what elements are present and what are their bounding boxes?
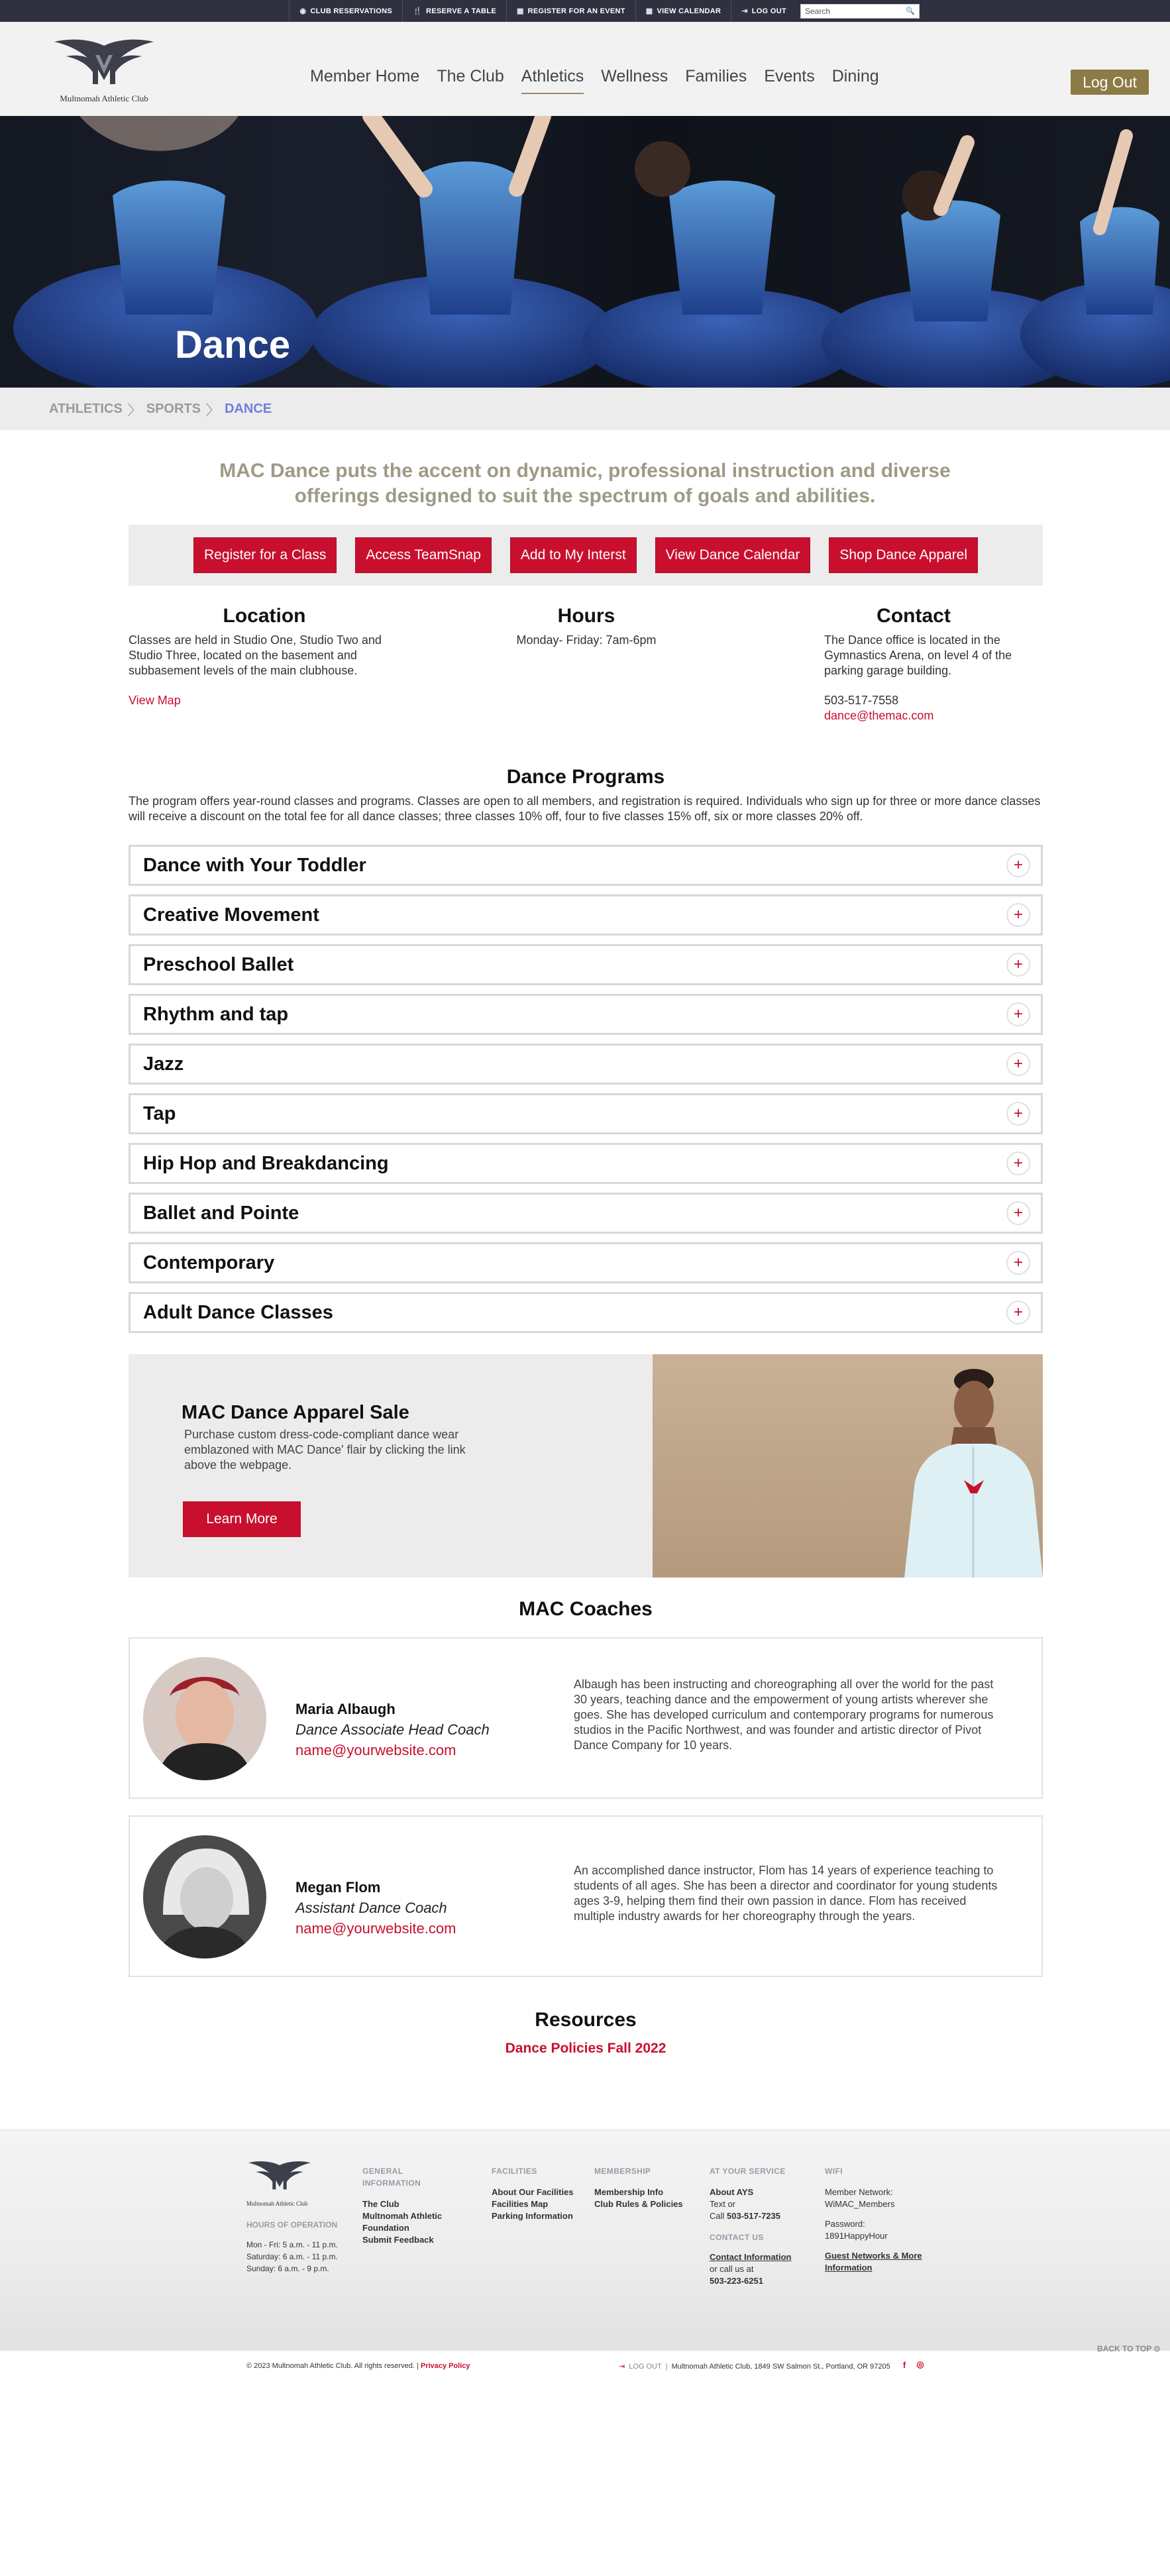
membership-heading: MEMBERSHIP <box>594 2167 651 2176</box>
contact-text: The Dance office is located in the Gymnastics Arena, on level 4 of the parking garage building. <box>824 633 1012 677</box>
accordion-title: Creative Movement <box>143 904 319 926</box>
general-heading: GENERAL INFORMATION <box>362 2167 421 2188</box>
contact-or-call: or call us at <box>710 2264 754 2274</box>
programs-heading: Dance Programs <box>506 766 665 788</box>
accordion-item[interactable] <box>129 1044 1043 1085</box>
apparel-photo <box>653 1354 1043 1578</box>
nav-athletics[interactable]: Athletics <box>521 67 584 94</box>
chevron-right-icon: 〉 <box>127 403 141 418</box>
accordion-title: Adult Dance Classes <box>143 1301 333 1323</box>
hours-line: Mon - Fri: 5 a.m. - 11 p.m. <box>246 2240 338 2249</box>
copyright <box>246 2362 470 2370</box>
contact-email-link[interactable]: dance@themac.com <box>824 709 934 722</box>
utensils-icon: 🍴 <box>413 7 422 15</box>
nav-families[interactable]: Families <box>685 67 747 85</box>
nav-member-home[interactable]: Member Home <box>310 67 420 85</box>
coaches-heading: MAC Coaches <box>519 1598 653 1620</box>
add-interest-button[interactable]: Add to My Interst <box>510 537 637 573</box>
accordion-item[interactable] <box>129 1143 1043 1184</box>
plus-icon[interactable]: + <box>1006 1251 1030 1275</box>
accordion-item[interactable] <box>129 1193 1043 1234</box>
facebook-icon[interactable]: f <box>902 2359 906 2370</box>
contact-phone: 503-223-6251 <box>710 2276 763 2286</box>
plus-icon[interactable]: + <box>1006 1002 1030 1026</box>
wifi-network-label: Member Network: <box>825 2187 893 2197</box>
club-reservations-label: CLUB RESERVATIONS <box>310 7 392 15</box>
dance-policies-link[interactable]: Dance Policies Fall 2022 <box>505 2041 666 2056</box>
footer-link[interactable]: Submit Feedback <box>362 2235 434 2245</box>
logo-text: Multnomah Athletic Club <box>60 93 148 103</box>
model-hoodie-image <box>653 1354 1043 1578</box>
register-class-button[interactable]: Register for a Class <box>193 537 337 573</box>
footer-logo-icon[interactable] <box>246 2159 313 2194</box>
footer-link[interactable]: Multnomah Athletic Foundation <box>362 2211 443 2233</box>
page-title: Dance <box>175 323 291 366</box>
learn-more-button[interactable]: Learn More <box>183 1501 301 1537</box>
wifi-password-label: Password: <box>825 2219 865 2229</box>
accordion-title: Preschool Ballet <box>143 953 294 975</box>
logout-button[interactable]: Log Out <box>1071 70 1149 95</box>
apparel-promo <box>129 1354 1043 1578</box>
search-icon[interactable]: 🔍 <box>906 7 915 15</box>
footer-link[interactable]: Club Rules & Policies <box>594 2199 683 2209</box>
plus-icon[interactable]: + <box>1006 1052 1030 1076</box>
footer-facilities-col <box>492 2165 591 2222</box>
reserve-table-label: RESERVE A TABLE <box>426 7 496 15</box>
action-button-bar <box>129 525 1043 586</box>
footer-general-col <box>362 2165 462 2246</box>
wifi-heading: WIFI <box>825 2167 843 2176</box>
coach-role: Assistant Dance Coach <box>295 1900 447 1916</box>
accordion-title: Contemporary <box>143 1252 275 1273</box>
plus-icon[interactable]: + <box>1006 1201 1030 1225</box>
view-map-link[interactable]: View Map <box>129 694 181 707</box>
register-event-label: REGISTER FOR AN EVENT <box>527 7 625 15</box>
service-phone: 503-517-7235 <box>727 2211 780 2221</box>
programs-accordion <box>129 845 1043 1342</box>
plus-icon[interactable]: + <box>1006 1152 1030 1175</box>
wifi-network: WiMAC_Members <box>825 2199 895 2209</box>
calendar-icon: ▦ <box>645 7 653 15</box>
hours-heading: HOURS OF OPERATION <box>246 2220 338 2229</box>
access-teamsnap-button[interactable]: Access TeamSnap <box>355 537 492 573</box>
hours-block <box>457 605 716 648</box>
coach-bio: Albaugh has been instructing and choreographing all over the world for the past 30 years, teaching dance and the empowerment of young artists wherever she goes. She has developed curriculum and contemporary programs for numerous studios in the Pacific Northwest, and was founder and artistic director of Pivot Dance Company for 10 years. <box>574 1678 994 1752</box>
arrow-up-icon: ⊙ <box>1153 2344 1161 2353</box>
accordion-title: Hip Hop and Breakdancing <box>143 1152 389 1174</box>
breadcrumb <box>0 388 1170 430</box>
chevron-right-icon: 〉 <box>205 403 219 418</box>
accordion-item[interactable] <box>129 1242 1043 1283</box>
footer-link[interactable]: The Club <box>362 2199 399 2209</box>
coach-photo <box>143 1835 266 1959</box>
view-calendar-link[interactable] <box>635 0 731 22</box>
coach-name: Maria Albaugh <box>295 1701 396 1717</box>
club-logo[interactable] <box>48 35 160 108</box>
breadcrumb-dance: DANCE <box>224 401 272 416</box>
apparel-text: Purchase custom dress-code-compliant dance wear emblazoned with MAC Dance' flair by clicking the link above the webpage. <box>184 1428 466 1472</box>
coach-portrait-image <box>143 1657 266 1780</box>
circle-icon: ◉ <box>299 7 307 15</box>
nav-dining[interactable]: Dining <box>831 67 879 85</box>
footer-service-col <box>710 2165 816 2287</box>
breadcrumb-athletics[interactable]: ATHLETICS <box>49 401 123 416</box>
accordion-title: Rhythm and tap <box>143 1003 289 1025</box>
footer-address-row <box>619 2362 890 2371</box>
privacy-policy-link[interactable]: Privacy Policy <box>420 2362 470 2370</box>
plus-icon[interactable]: + <box>1006 853 1030 877</box>
footer-logo-col <box>246 2159 339 2275</box>
hours-line: Saturday: 6 a.m. - 11 p.m. <box>246 2252 338 2261</box>
coach-bio: An accomplished dance instructor, Flom has 14 years of experience teaching to students of all ages. She has been a director and coordinator for young students ages 3-9, helping them find their own passion in dance. Flom has received multiple industry awards for her choreography through the years. <box>574 1864 998 1923</box>
resources-heading: Resources <box>535 2009 637 2031</box>
service-call-prefix: Call <box>710 2211 725 2221</box>
accordion-title: Jazz <box>143 1053 184 1075</box>
divider: | <box>665 2362 668 2371</box>
contact-block <box>824 605 1043 724</box>
contact-info-link[interactable]: Contact Information <box>710 2252 792 2262</box>
location-heading: Location <box>223 605 306 627</box>
utility-logout-link[interactable] <box>731 0 796 22</box>
logout-icon: ⇥ <box>741 7 748 15</box>
site-footer <box>0 2129 1170 2351</box>
nav-wellness[interactable]: Wellness <box>601 67 668 85</box>
apparel-heading: MAC Dance Apparel Sale <box>182 1402 409 1423</box>
about-ays-link[interactable]: About AYS <box>710 2187 754 2197</box>
nav-events[interactable]: Events <box>764 67 815 85</box>
calendar-icon: ▦ <box>516 7 524 15</box>
coach-name: Megan Flom <box>295 1879 381 1896</box>
main-nav <box>310 67 879 94</box>
footer-link[interactable]: About Our Facilities <box>492 2187 574 2197</box>
winged-m-logo-icon <box>52 35 156 92</box>
accordion-title: Tap <box>143 1102 176 1124</box>
coach-card <box>129 1815 1043 1977</box>
footer-link[interactable]: Facilities Map <box>492 2199 549 2209</box>
accordion-item[interactable] <box>129 1292 1043 1333</box>
wifi-password: 1891HappyHour <box>825 2231 888 2241</box>
contact-us-heading: CONTACT US <box>710 2233 764 2242</box>
coach-email-link[interactable]: name@yourwebsite.com <box>295 1742 456 1758</box>
hours-text: Monday- Friday: 7am-6pm <box>516 633 657 647</box>
club-reservations-link[interactable] <box>289 0 402 22</box>
contact-phone: 503-517-7558 <box>824 694 899 707</box>
accordion-title: Ballet and Pointe <box>143 1202 299 1224</box>
reserve-table-link[interactable] <box>402 0 506 22</box>
back-to-top-label: BACK TO TOP <box>1097 2344 1152 2353</box>
accordion-item[interactable] <box>129 1093 1043 1134</box>
location-block <box>129 605 400 708</box>
hours-heading: Hours <box>557 605 615 627</box>
plus-icon[interactable]: + <box>1006 903 1030 927</box>
logout-icon: ⇥ <box>619 2363 625 2371</box>
club-address: Multnomah Athletic Club, 1849 SW Salmon St., Portland, OR 97205 <box>671 2362 890 2371</box>
accordion-item[interactable] <box>129 894 1043 936</box>
accordion-title: Dance with Your Toddler <box>143 854 366 876</box>
hours-line: Sunday: 6 a.m. - 9 p.m. <box>246 2264 329 2273</box>
coach-photo <box>143 1657 266 1780</box>
instagram-icon[interactable]: ◎ <box>916 2359 924 2369</box>
view-calendar-label: VIEW CALENDAR <box>657 7 721 15</box>
intro-text: MAC Dance puts the accent on dynamic, professional instruction and diverse offerings designed to suit the spectrum of goals and abilities. <box>219 460 951 507</box>
plus-icon[interactable]: + <box>1006 1301 1030 1324</box>
coach-portrait-image <box>143 1835 266 1959</box>
search-input[interactable] <box>800 4 920 19</box>
nav-the-club[interactable]: The Club <box>437 67 504 85</box>
copyright-text: © 2023 Multnomah Athletic Club. All rights reserved. | <box>246 2362 419 2370</box>
shop-apparel-button[interactable]: Shop Dance Apparel <box>829 537 978 573</box>
footer-logout-link[interactable]: LOG OUT <box>629 2362 662 2371</box>
search-placeholder: Search <box>805 6 831 16</box>
utility-bar <box>0 0 1170 22</box>
view-calendar-button[interactable]: View Dance Calendar <box>655 537 811 573</box>
service-text-or: Text or <box>710 2199 736 2209</box>
programs-description: The program offers year-round classes and programs. Classes are open to all members, and registration is required. Individuals who sign up for three or more dance classes will receive a discount on the total fee for all dance classes; three classes 10% off, four to five classes 15% off, six or more classes 20% off. <box>129 794 1041 823</box>
footer-membership-col <box>594 2165 694 2210</box>
guest-networks-link[interactable]: Guest Networks & More Information <box>825 2251 922 2273</box>
footer-wifi-col <box>825 2165 931 2274</box>
social-links <box>900 2360 925 2369</box>
footer-logo-text: Multnomah Athletic Club <box>246 2200 308 2207</box>
contact-heading: Contact <box>877 605 951 627</box>
back-to-top-link[interactable] <box>1097 2344 1160 2353</box>
accordion-item[interactable] <box>129 845 1043 886</box>
coach-role: Dance Associate Head Coach <box>295 1721 490 1738</box>
breadcrumb-sports[interactable]: SPORTS <box>146 401 201 416</box>
hero-banner <box>0 116 1170 388</box>
location-text: Classes are held in Studio One, Studio Two and Studio Three, located on the basement and subbasement levels of the main clubhouse. <box>129 633 382 677</box>
register-event-link[interactable] <box>506 0 635 22</box>
plus-icon[interactable]: + <box>1006 1102 1030 1126</box>
plus-icon[interactable]: + <box>1006 953 1030 977</box>
coach-email-link[interactable]: name@yourwebsite.com <box>295 1920 456 1937</box>
accordion-item[interactable] <box>129 994 1043 1035</box>
accordion-item[interactable] <box>129 944 1043 985</box>
service-heading: AT YOUR SERVICE <box>710 2167 786 2176</box>
coach-card <box>129 1637 1043 1799</box>
utility-logout-label: LOG OUT <box>751 7 786 15</box>
footer-link[interactable]: Membership Info <box>594 2187 664 2197</box>
facilities-heading: FACILITIES <box>492 2167 537 2176</box>
site-header <box>0 22 1170 116</box>
footer-link[interactable]: Parking Information <box>492 2211 573 2221</box>
